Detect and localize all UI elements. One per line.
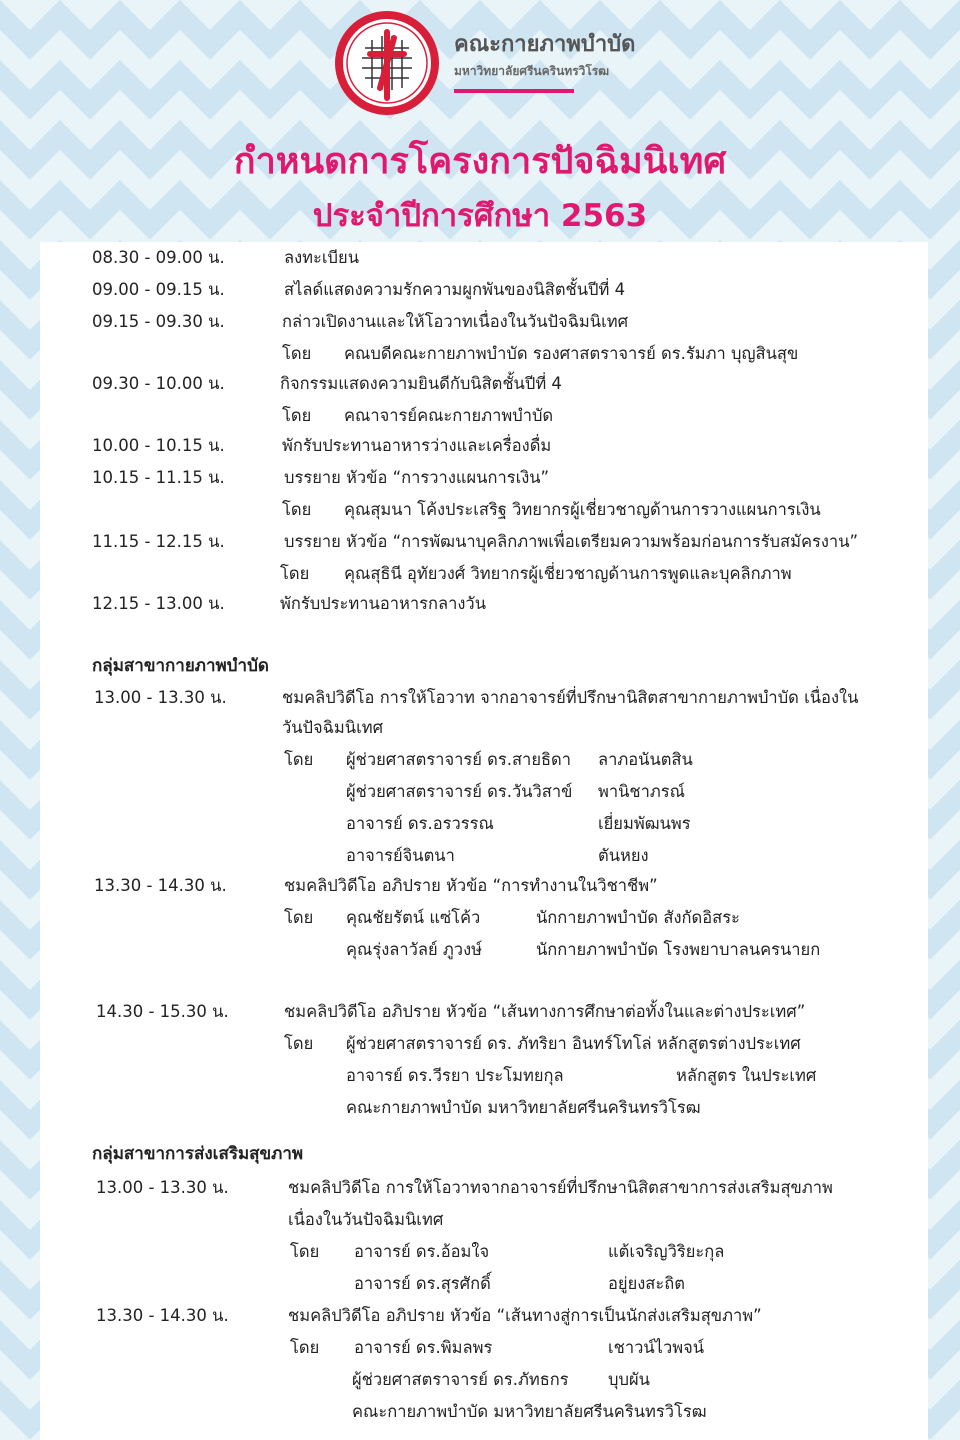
speaker-name: คุณรุ่งลาวัลย์ ภูวงษ์ — [346, 940, 483, 959]
page-title: กำหนดการโครงการปัจฉิมนิเทศ — [233, 141, 727, 182]
time-slot: 09.15 - 09.30 น. — [92, 312, 225, 331]
header — [0, 0, 960, 245]
time-slot: 13.00 - 13.30 น. — [96, 1178, 229, 1197]
time-slot: 10.00 - 10.15 น. — [92, 436, 225, 455]
time-slot: 11.15 - 12.15 น. — [92, 532, 225, 551]
page-subtitle: ประจำปีการศึกษา 2563 — [312, 198, 648, 234]
speaker-surname: เชาวน์ไวพจน์ — [608, 1338, 705, 1357]
time-slot: 08.30 - 09.00 น. — [92, 248, 225, 267]
logo-underline — [454, 89, 574, 93]
time-slot: 10.15 - 11.15 น. — [92, 468, 225, 487]
speaker-name: อาจารย์ ดร.พิมลพร — [354, 1338, 493, 1357]
activity: ชมคลิปวิดีโอ อภิปราย หัวข้อ “การทำงานในวิชาชีพ” — [284, 876, 658, 895]
speaker-surname: อยู่ยงสะถิต — [608, 1274, 685, 1293]
speaker-name: อาจารย์ ดร.อ้อมใจ — [354, 1242, 490, 1261]
speaker-name: ผู้ช่วยศาสตราจารย์ ดร.สายธิดา — [346, 750, 572, 769]
activity: ชมคลิปวิดีโอ การให้โอวาทจากอาจารย์ที่ปรึกษานิสิตสาขาการส่งเสริมสุขภาพ — [288, 1178, 833, 1197]
activity: ชมคลิปวิดีโอ อภิปราย หัวข้อ “เส้นทางการศึกษาต่อทั้งในและต่างประเทศ” — [284, 1002, 806, 1021]
time-slot: 12.15 - 13.00 น. — [92, 594, 225, 613]
activity: สไลด์แสดงความรักความผูกพันของนิสิตชั้นปีที่ 4 — [284, 280, 626, 299]
by-label: โดย — [282, 406, 312, 425]
by-label: โดย — [284, 908, 314, 927]
time-slot: 14.30 - 15.30 น. — [96, 1002, 229, 1021]
by-label: โดย — [280, 564, 310, 583]
by-label: โดย — [284, 1034, 314, 1053]
faculty-logo — [332, 8, 635, 118]
speaker-affiliation: นักกายภาพบำบัด โรงพยาบาลนครนายก — [536, 940, 821, 959]
speaker-line: คณะกายภาพบำบัด มหาวิทยาลัยศรีนครินทรวิโรฒ — [352, 1402, 707, 1421]
by-label: โดย — [290, 1338, 320, 1357]
speaker-name: อาจารย์ ดร.สุรศักดิ์ — [354, 1274, 491, 1293]
speaker-name: ผู้ช่วยศาสตราจารย์ ดร.วันวิสาข์ — [346, 782, 573, 801]
by-label: โดย — [282, 500, 312, 519]
activity: พักรับประทานอาหารกลางวัน — [280, 594, 486, 613]
speaker-surname: ตันหยง — [598, 846, 649, 865]
speaker: คณาจารย์คณะกายภาพบำบัด — [344, 406, 554, 425]
speaker-surname: บุบผัน — [608, 1370, 650, 1389]
speaker: คุณสุธินี อุทัยวงศ์ วิทยากรผู้เชี่ยวชาญด้านการพูดและบุคลิกภาพ — [344, 564, 792, 583]
speaker-surname: แต้เจริญวิริยะกุล — [608, 1242, 725, 1261]
university-seal-icon — [332, 8, 442, 118]
time-slot: 09.30 - 10.00 น. — [92, 374, 225, 393]
activity: กล่าวเปิดงานและให้โอวาทเนื่องในวันปัจฉิมนิเทศ — [282, 312, 629, 331]
by-label: โดย — [282, 344, 312, 363]
speaker-name: คุณชัยรัตน์ แซ่โค้ว — [346, 908, 481, 927]
time-slot: 13.30 - 14.30 น. — [94, 876, 227, 895]
by-label: โดย — [290, 1242, 320, 1261]
speaker-surname: ลาภอนันตสิน — [598, 750, 693, 769]
time-slot: 09.00 - 09.15 น. — [92, 280, 225, 299]
speaker-affiliation: นักกายภาพบำบัด สังกัดอิสระ — [536, 908, 740, 927]
speaker: คณบดีคณะกายภาพบำบัด รองศาสตราจารย์ ดร.รัมภา บุญสินสุข — [344, 344, 799, 363]
speaker-name: อาจารย์จินตนา — [346, 846, 455, 865]
speaker-line: อาจารย์ ดร.วีรยา ประโมทยกุล — [346, 1066, 564, 1085]
time-slot: 13.30 - 14.30 น. — [96, 1306, 229, 1325]
activity: ลงทะเบียน — [284, 248, 359, 267]
activity: ชมคลิปวิดีโอ การให้โอวาท จากอาจารย์ที่ปรึกษานิสิตสาขากายภาพบำบัด เนื่องใน — [282, 688, 859, 707]
activity: บรรยาย หัวข้อ “การวางแผนการเงิน” — [284, 468, 550, 487]
speaker-surname: เยี่ยมพัฒนพร — [598, 814, 691, 833]
activity: กิจกรรมแสดงความยินดีกับนิสิตชั้นปีที่ 4 — [280, 374, 562, 393]
speaker-name: อาจารย์ ดร.อรวรรณ — [346, 814, 494, 833]
activity: พักรับประทานอาหารว่างและเครื่องดื่ม — [282, 436, 552, 455]
activity-continued: วันปัจฉิมนิเทศ — [282, 718, 384, 737]
activity: บรรยาย หัวข้อ “การพัฒนาบุคลิกภาพเพื่อเตรียมความพร้อมก่อนการรับสมัครงาน” — [284, 532, 859, 551]
activity-continued: เนื่องในวันปัจฉิมนิเทศ — [288, 1210, 444, 1229]
section-heading: กลุ่มสาขาการส่งเสริมสุขภาพ — [92, 1144, 304, 1164]
speaker-line: ผู้ช่วยศาสตราจารย์ ดร. ภัทริยา อินทร์โทโล่ หลักสูตรต่างประเทศ — [346, 1034, 801, 1053]
activity: ชมคลิปวิดีโอ อภิปราย หัวข้อ “เส้นทางสู่การเป็นนักส่งเสริมสุขภาพ” — [288, 1306, 762, 1325]
speaker-name: ผู้ช่วยศาสตราจารย์ ดร.ภัทธกร — [352, 1370, 569, 1389]
by-label: โดย — [284, 750, 314, 769]
speaker: คุณสุมนา โค้งประเสริฐ วิทยากรผู้เชี่ยวชาญด้านการวางแผนการเงิน — [344, 500, 821, 519]
section-heading: กลุ่มสาขากายภาพบำบัด — [92, 656, 269, 676]
university-name: มหาวิทยาลัยศรีนครินทรวิโรฒ — [454, 63, 610, 78]
speaker-surname: พานิชาภรณ์ — [598, 782, 685, 801]
speaker-program: หลักสูตร ในประเทศ — [676, 1066, 817, 1085]
speaker-line: คณะกายภาพบำบัด มหาวิทยาลัยศรีนครินทรวิโรฒ — [346, 1098, 701, 1117]
faculty-name: คณะกายภาพบำบัด — [454, 32, 636, 58]
time-slot: 13.00 - 13.30 น. — [94, 688, 227, 707]
